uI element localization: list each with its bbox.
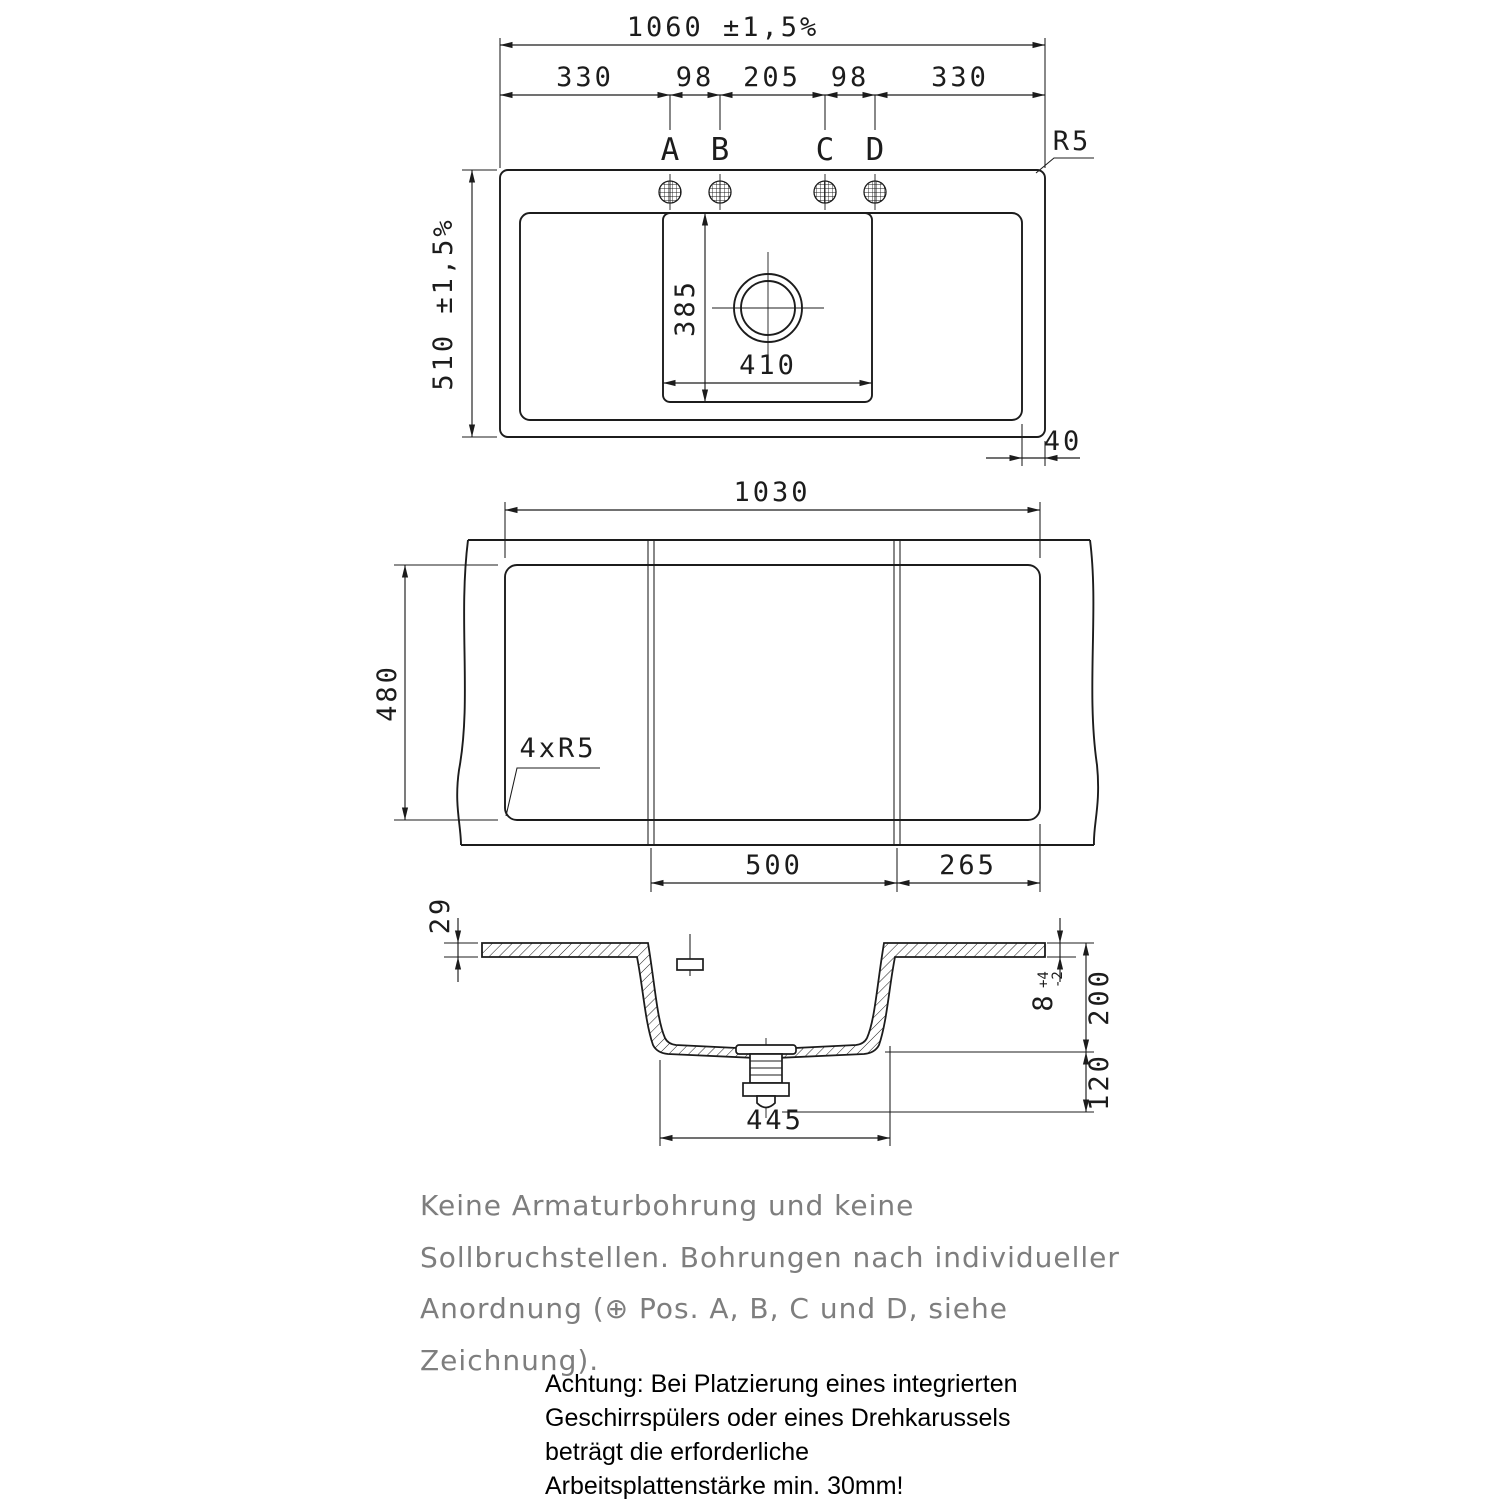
dim-flange-nominal: 8	[1028, 992, 1059, 1012]
hole-label-a: A	[660, 132, 680, 168]
dim-corner-note: 4xR5	[519, 733, 597, 764]
dim-basin-width: 410	[739, 350, 797, 381]
dim-bottom-left: 500	[745, 850, 803, 881]
dim-corner-radius: R5	[1052, 126, 1092, 157]
dim-bottom-width: 445	[746, 1105, 804, 1136]
drain-body	[750, 1054, 782, 1083]
dim-seg-98-right: 98	[830, 62, 870, 93]
hole-a-icon	[659, 181, 681, 203]
note1-line4: Zeichnung).	[420, 1344, 600, 1377]
dim-drain-height: 120	[1084, 1053, 1115, 1111]
dim-seg-205: 205	[743, 62, 801, 93]
note1-line1: Keine Armaturbohrung und keine	[420, 1189, 915, 1222]
dim-seg-98-left: 98	[675, 62, 715, 93]
hole-label-b: B	[710, 132, 730, 168]
drain-nut	[743, 1083, 789, 1096]
hole-b-icon	[709, 181, 731, 203]
note2-line4: Arbeitsplattenstärke min. 30mm!	[545, 1472, 904, 1500]
dim-seg-330-left: 330	[556, 62, 614, 93]
note2-line2: Geschirrspülers oder eines Drehkarussels	[545, 1404, 1011, 1432]
dim-cutout-depth: 480	[372, 664, 403, 722]
hole-c-icon	[814, 181, 836, 203]
drain-flange	[736, 1045, 796, 1054]
dim-seg-330-right: 330	[931, 62, 989, 93]
hole-label-c: C	[815, 132, 835, 168]
dim-rim-width: 40	[1043, 426, 1083, 457]
note1-line3: Anordnung (⊕ Pos. A, B, C und D, siehe	[420, 1292, 1008, 1325]
dim-bottom-right: 265	[939, 850, 997, 881]
dim-total-depth: 200	[1084, 968, 1115, 1026]
dim-cutout-width: 1030	[733, 477, 811, 508]
dim-basin-depth: 385	[670, 279, 701, 337]
dim-flange-tol-minus: -2	[1050, 971, 1066, 988]
hole-d-icon	[864, 181, 886, 203]
dim-overall-width: 1060 ±1,5%	[626, 12, 820, 43]
note1-line2: Sollbruchstellen. Bohrungen nach individueller	[420, 1241, 1120, 1274]
dim-overall-depth: 510 ±1,5%	[428, 217, 459, 391]
note2-line1: Achtung: Bei Platzierung eines integrierten	[545, 1370, 1018, 1398]
hole-label-d: D	[865, 132, 885, 168]
dim-flange-tol-plus: +4	[1036, 971, 1052, 988]
dim-rim-thickness: 29	[425, 895, 456, 935]
note2-line3: beträgt die erforderliche	[545, 1438, 810, 1466]
